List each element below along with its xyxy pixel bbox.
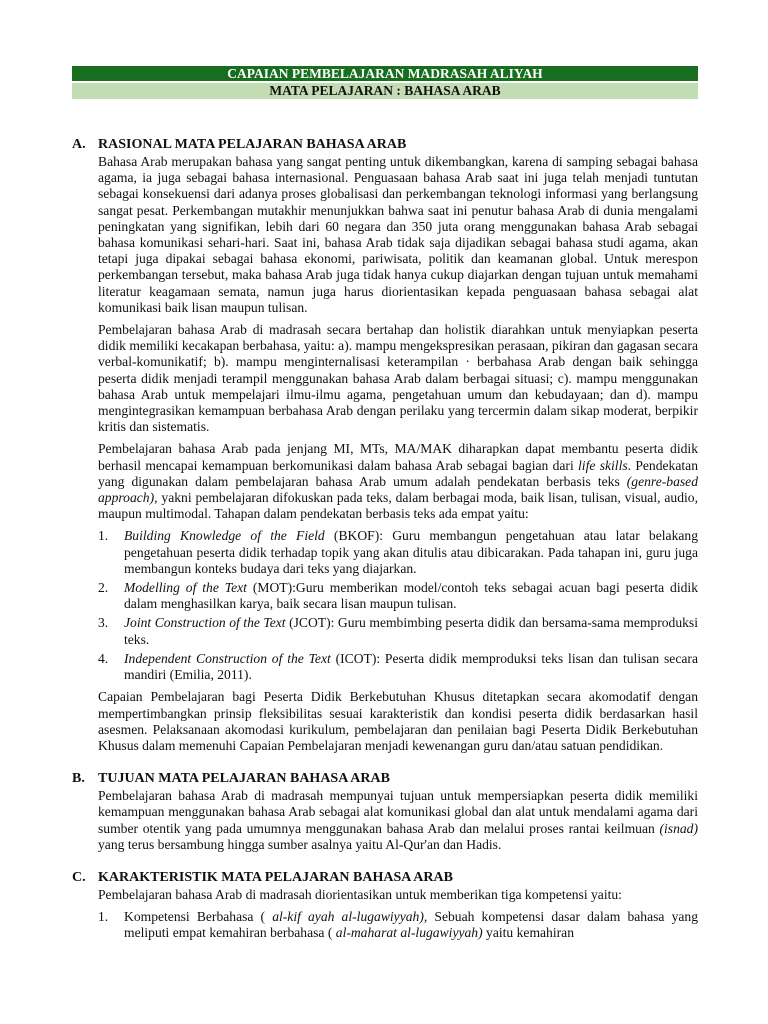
section-c-paragraph-1: Pembelajaran bahasa Arab di madrasah diorientasikan untuk memberikan tiga kompetensi yaitu:: [98, 886, 622, 902]
section-b-paragraph-1: Pembelajaran bahasa Arab di madrasah mempunyai tujuan untuk mempersiapkan peserta didik memiliki kemampuan menggunakan bahasa Arab sebagai alat komunikasi global dan alat untuk mendalami agama dari sumber otentik yang pada umumnya menggunakan bahasa Arab dan melalui proses rantai keilmuan (isnad) yang terus bersambung hingga sumber asalnya yaitu Al-Qur'an dan Hadis.: [98, 788, 698, 852]
subject-banner: [72, 83, 698, 99]
document-title: CAPAIAN PEMBELAJARAN MADRASAH ALIYAH: [227, 66, 543, 81]
list-item: 1. Kompetensi Berbahasa ( al-kif ayah al-lugawiyyah), Sebuah kompetensi dasar dalam bahasa yang meliputi empat kemahiran berbahasa ( al-maharat al-lugawiyyah) yaitu kemahiran: [98, 909, 698, 941]
section-a: [72, 137, 698, 754]
section-a-paragraph-4: Capaian Pembelajaran bagi Peserta Didik Berkebutuhan Khusus ditetapkan secara akomodatif dengan mempertimbangkan prinsip fleksibilitas sesuai karakteristik dan kondisi peserta didik berdasarkan hasil asesmen. Pelaksanaan akomodasi kurikulum, pembelajaran dan penilaian bagi Peserta Didik Berkebutuhan Khusus dalam memenuhi Capaian Pembelajaran menjadi kewenangan guru dan/atau satuan pendidikan.: [98, 689, 698, 753]
list-item: 1. Building Knowledge of the Field (BKOF): Guru membangun pengetahuan atau latar belakang pengetahuan peserta didik terhadap topik yang akan ditulis atau dibicarakan. Pada tahapan ini, guru juga membangun konteks budaya dari teks yang diajarkan.: [98, 528, 698, 576]
section-b: [72, 771, 698, 853]
section-a-heading: [72, 137, 698, 153]
competency-list: [98, 909, 698, 941]
section-a-paragraph-2: Pembelajaran bahasa Arab di madrasah secara bertahap dan holistik diarahkan untuk menyiapkan peserta didik memiliki kecakapan berbahasa, yaitu: a). mampu mengekspresikan perasaan, pikiran dan gagasan secara verbal-komunikatif; b). mampu menginternalisasi keterampilan · berbahasa Arab dengan baik sehingga peserta didik menjadi terampil menggunakan bahasa Arab dalam berbagai situasi; c). mampu menggunakan bahasa Arab untuk mempelajari ilmu-ilmu agama, pengetahuan umum dan kebudayaan; dan d). mampu mengintegrasikan kemampuan berbahasa Arab dengan perilaku yang tercermin dalam sikap moderat, berpikir kritis dan sistematis.: [98, 322, 698, 435]
section-c-heading: [72, 870, 698, 886]
section-a-paragraph-1: Bahasa Arab merupakan bahasa yang sangat penting untuk dikembangkan, karena di samping sebagai bahasa agama, ia juga sebagai bahasa internasional. Penguasaan bahasa Arab saat ini juga telah menjadi tuntutan sebagai konsekuensi dari adanya proses globalisasi dan perkembangan teknologi informasi yang berlangsung sangat pesat. Perkembangan mutakhir menunjukkan bahwa saat ini penutur bahasa Arab di dunia mengalami peningkatan yang signifikan, lebih dari 60 negara dan 350 juta orang menggunakan bahasa Arab sebagai bahasa komunikasi sehari-hari. Saat ini, bahasa Arab tidak saja dijadikan sebagai bahasa studi agama, akan tetapi juga dipakai sebagai bahasa ekonomi, pariwisata, politik dan keamanan global. Untuk merespon perkembangan tersebut, maka bahasa Arab juga tidak hanya cukup diajarkan dengan tujuan untuk memahami literatur keagamaan semata, namun juga harus diorientasikan kepada penguasaan bahasa sebagai alat komunikasi baik lisan maupun tulisan.: [98, 154, 698, 315]
section-b-heading: [72, 771, 698, 787]
document-title-banner: [72, 66, 698, 81]
section-b-letter: B.: [72, 771, 85, 787]
section-c-letter: C.: [72, 869, 86, 885]
text-approach-stages-list: [98, 528, 698, 683]
isnad-term: (isnad): [659, 820, 698, 836]
subject-title: MATA PELAJARAN : BAHASA ARAB: [269, 83, 501, 98]
section-a-letter: A.: [72, 137, 86, 152]
section-c-title: KARAKTERISTIK MATA PELAJARAN BAHASA ARAB: [98, 869, 453, 885]
section-c: [72, 870, 698, 942]
list-item: 2. Modelling of the Text (MOT):Guru memberikan model/contoh teks sebagai acuan bagi peserta didik dalam menghasilkan karya, baik secara lisan maupun tulisan.: [98, 580, 698, 612]
section-b-title: TUJUAN MATA PELAJARAN BAHASA ARAB: [98, 771, 390, 787]
list-item: 3. Joint Construction of the Text (JCOT): Guru membimbing peserta didik dan bersama-sama memproduksi teks.: [98, 615, 699, 647]
list-item: 4. Independent Construction of the Text (ICOT): Peserta didik memproduksi teks lisan dan tulisan secara mandiri (Emilia, 2011).: [98, 650, 698, 683]
genre-based-term: (genre-based approach),: [98, 473, 698, 506]
life-skills-term: life skills: [578, 457, 628, 473]
section-a-paragraph-3: Pembelajaran bahasa Arab pada jenjang MI, MTs, MA/MAK diharapkan dapat membantu peserta didik berhasil mencapai kemampuan berkomunikasi dalam bahasa Arab sebagai bagian dari life skills. Pendekatan yang digunakan dalam pembelajaran bahasa Arab umum adalah pendekatan berbasis teks (genre-based approach), yakni pembelajaran difokuskan pada teks, dalam berbagai moda, baik lisan, tulisan, visual, audio, maupun multimodal. Tahapan dalam pendekatan berbasis teks ada empat yaitu:: [98, 441, 698, 522]
document-body: [72, 137, 698, 948]
section-a-title: RASIONAL MATA PELAJARAN BAHASA ARAB: [98, 137, 407, 152]
